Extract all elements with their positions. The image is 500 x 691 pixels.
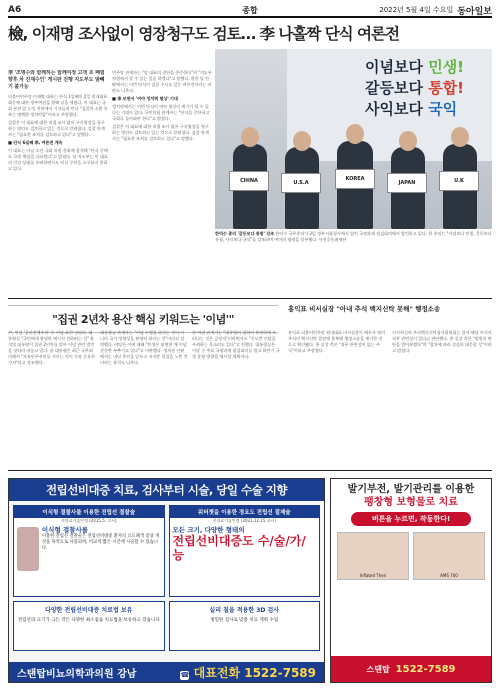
caption-text: 한덕수 국무총리가 2일 정부서울청사에서 열린 국정과제 점검회의에서 발언하고 있다. 한 총리는 "이념보다 민생, 갈등보다 통합, 사익보다 국익"을 강조하며 여야의 협력을 당부했다. 사진공동취재단: [215, 231, 492, 242]
clinic-phone[interactable]: 대표전화 1522-7589: [193, 665, 316, 680]
section-name: 종합: [242, 5, 258, 15]
clinic-name: 스탠탑비뇨의학과의원 강남: [17, 668, 137, 680]
country-sign: U.S.A: [281, 173, 321, 193]
story-column: 대통령실 관계자는 "이념 논쟁을 하자는 것이 아니라 국가 정체성을 분명히 하자는 것"이라고 설명했다. 야당은 이에 대해 "민생은 외면한 채 이념 갈등만 부추기고 있다"고 비판했다. 정치권 안팎에서는 내년 총선을 앞두고 지지층 결집을 노린 것이라는 분석도 나온다.: [100, 330, 188, 365]
ad-brand: 스탠탑: [366, 664, 390, 674]
article-paragraph: 검찰은 이 대표에 대한 직접 조사 없이 구속영장을 청구하는 방안도 검토하고 있는 것으로 알려졌다. 검찰 관계자는 "필요한 조치를 검토하고 있다"고 말했다.: [112, 124, 209, 141]
phone-icon: ☎: [180, 670, 190, 679]
implant-advertisement[interactable]: [330, 478, 492, 683]
story-column: 한 여권 관계자는 "대통령의 철학이 분명하게 드러나는 것은 긍정적"이라면서도 "중도층 이탈을 우려하는 목소리도 있다"고 전했다. 대통령실은 이달 중 주요 국정과제 점검회의를 열고 하반기 국정 운영 방향을 제시할 계획이다.: [192, 330, 280, 359]
country-sign: U.K: [439, 171, 479, 191]
ad-phone[interactable]: 1522-7589: [395, 663, 456, 675]
ad-headline: 전립선비대증 치료, 검사부터 시술, 당일 수술 지향: [9, 479, 324, 501]
article-paragraph: 더불어민주당 이재명 대표는 단식 1일째인 2일 원내대표 회동에 대한 정부여권을 향해 날을 세웠다. 이 대표는 국회 본관 앞 농성 천막에서 기자들과 만나 "검찰의 소환 통보는 명백한 정치탄압"이라고 주장했다.: [8, 94, 108, 117]
article-subtitle: ■ 李 보면서 '여야 정치력 협상' 기대: [112, 96, 178, 101]
story-column: 尹, 연설 '공산전체주의' 등 이념 표현 잇따라. 대통령실 "국민에게 분명한 메시지 전하려는 것" 윤석열 대통령이 집권 2년차를 맞아 이념 관련 발언을 잇따라 내놓고 있다. 윤 대통령은 최근 국무회의에서 "자유민주주의를 지키는 것이 가장 중요한 가치"라고 강조했다.: [8, 330, 95, 365]
story-headline-right: 홍익표 비서실장 "아내 추석 백지신탁 못해" 행정소송: [288, 305, 441, 313]
ad-line-2: 팽창형 보형물로 치료: [364, 497, 458, 508]
country-sign: KOREA: [335, 169, 375, 189]
person-head: [241, 127, 259, 147]
article-paragraph: 이 대표는 이날 오전 국회 의원 총회에 참석해 "단식 중에도 국정 책임을 다하겠다"고 밝혔다. 당 지도부는 이 대표의 건강 상태를 우려하면서도 단식 중단을 요구하지 못하고 있다.: [8, 148, 108, 171]
backdrop-slogan: 이념보다 민생! 갈등보다 통합! 사익보다 국익: [365, 58, 465, 118]
treatment-box: 워터젯을 이용한 경요도 전립선 절제술 신의료기술인정 (2021.12.15 고시) 모든 크기, 다양한 형태의 전립선비대증도 수/술/가/능: [169, 505, 321, 597]
treatment-box: 이식형 결찰사를 이용한 전립선 결찰술 신의료기술인정 (2015.5. 고시) 이식형 결찰사를 이용한 전립선 결찰술은 전립선비대증 환자의 요도폐색 증상 개선을 목적으로 사용되며, 비교적 짧은 시간에 시술할 수 있습니다.: [13, 505, 165, 597]
news-photo: [215, 49, 492, 229]
ad-feature: 실리 칠을 적용한 3D 검사 정밀한 검사로 맞춤 치료 계획 수립: [169, 601, 321, 651]
photo-caption: [215, 231, 492, 291]
article-paragraph: 검찰은 이 대표에 대한 직접 조사 없이 구속영장을 청구하는 방안도 검토하고 있는 것으로 알려졌다. 검찰 관계자는 "필요한 조치를 검토하고 있다"고 말했다.: [8, 120, 105, 137]
country-sign: CHINA: [229, 171, 269, 191]
ad-feature: 다양한 전립선비대증 치료법 보유 전립선의 크기가 크든 작든 다양한 최소침습 치료법을 보유하고 있습니다: [13, 601, 165, 651]
person-head: [346, 124, 364, 144]
article-lead: 李 '조명수와 함께하는 함께여정 고객 초 폐렴 향후 차 진재수인' 게시판 진행 지도부도 발빼기 불가능: [8, 70, 105, 90]
caption-title: 한덕수 총리 '갈등보다 통합' 강조: [215, 231, 275, 236]
main-headline: 檢, 이재명 조사없이 영장청구도 검토… 李 나홀짝 단식 여론전: [8, 25, 399, 43]
ad-pill: 버튼을 누르면, 작동한다!: [351, 512, 471, 526]
country-sign: JAPAN: [387, 173, 427, 193]
story-column: 홍익표 더불어민주당 원내대표 비서실장이 배우자 명의 주식의 백지신탁 결정에 불복해 행정소송을 제기한 것으로 확인됐다. 홍 실장 측은 "직무 관련성이 없는 주식"이라고 주장했다.: [288, 330, 385, 353]
person-head: [451, 127, 469, 147]
masthead: [8, 4, 492, 18]
issue-date: 2022년 5월 4일 수요일: [379, 6, 454, 14]
xray-image: [17, 527, 39, 571]
clinic-advertisement[interactable]: [8, 478, 325, 683]
article-paragraph: 정치권에서는 이번 단식이 여야 협상의 계기가 될 수 있다는 기대도 있다. 국민의힘 관계자는 "단식을 중단하고 국회로 돌아와야 한다"고 밝혔다.: [112, 104, 210, 121]
article-paragraph: 민주당 관계자는 "당 대표의 결단을 존중한다"며 "지도부 차원에서 할 수 있는 일을 하겠다"고 말했다. 한편 당 안팎에서는 이번 단식이 검찰 수사를 앞둔 여론전이라는 비판도 나온다.: [112, 70, 212, 93]
story-headline-left: "집권 2년차 용산 핵심 키워드는 '이념'": [8, 305, 278, 333]
person-head: [293, 131, 311, 151]
article-column-2: [112, 70, 212, 292]
page-number: A6: [8, 5, 22, 15]
newspaper-logo: 동아일보: [457, 6, 492, 17]
person-head: [399, 131, 417, 151]
ad-divider: [8, 470, 492, 471]
article-subtitle: ■ 단식 6일째 李, 여론전 계속: [8, 140, 63, 145]
section-divider: [8, 298, 492, 299]
article-column-1: [8, 70, 108, 292]
product-image: AMS 700: [413, 532, 485, 580]
ad-line-1: 발기부전, 발기관리를 이용한: [347, 484, 475, 495]
product-image: Inflated Then: [337, 532, 409, 580]
story-column: 인사혁신처 주식백지신탁심사위원회는 앞서 해당 주식이 직무 관련성이 있다고 판단했다. 홍 실장 측은 "법원의 판단을 받아보겠다"며 "절차에 따라 성실히 대응할 것"이라고 밝혔다.: [392, 330, 492, 353]
